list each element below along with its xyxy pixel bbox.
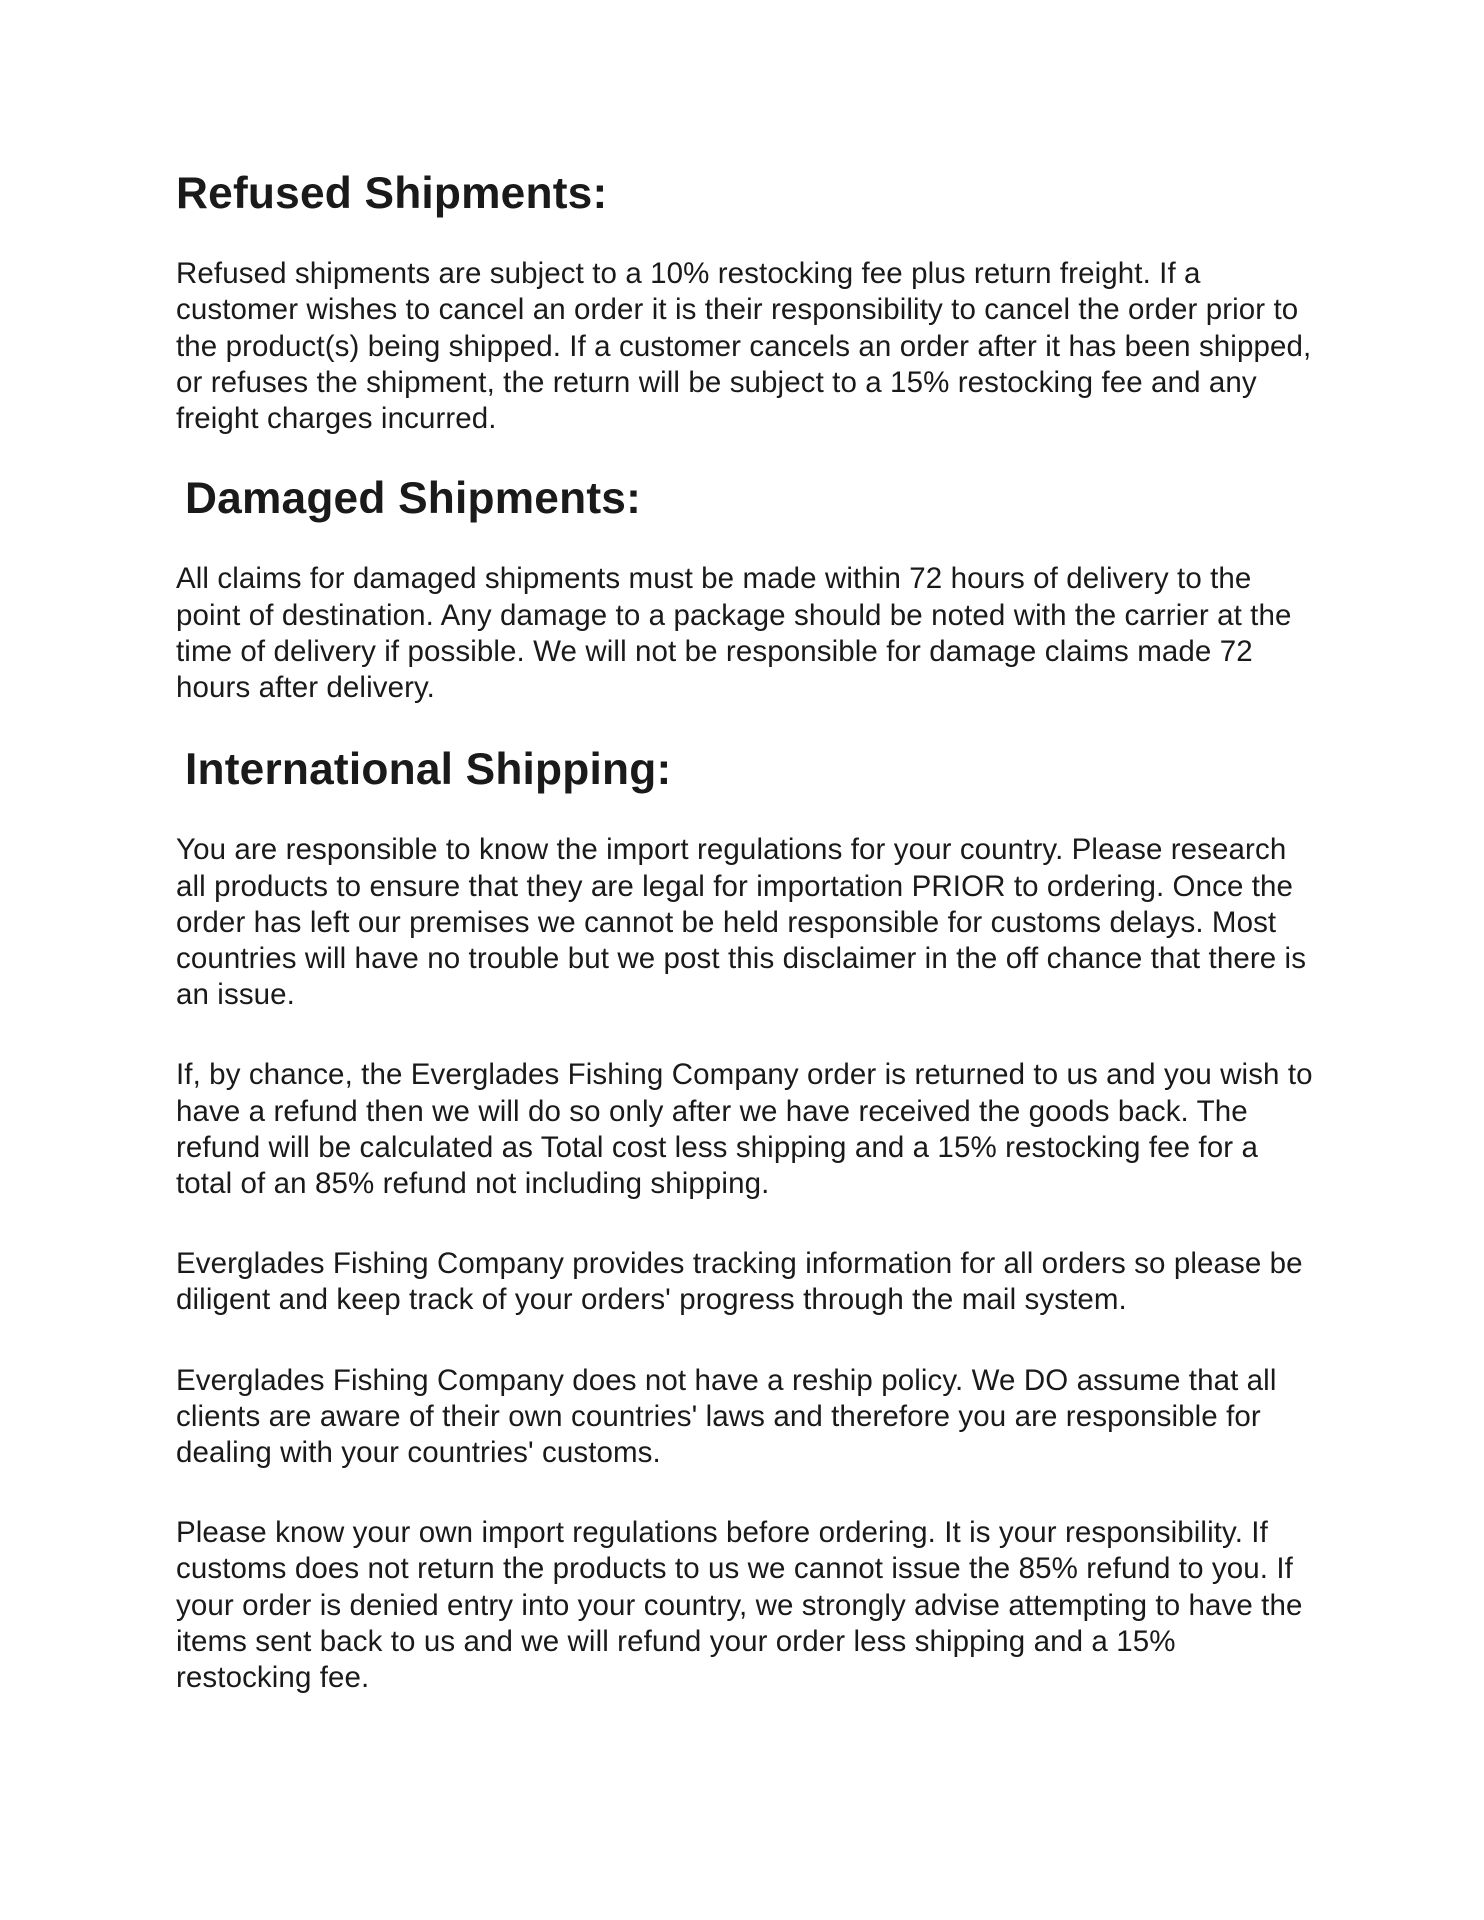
heading-refused-shipments: Refused Shipments: — [176, 169, 608, 218]
paragraph-damaged-shipments: All claims for damaged shipments must be made within 72 hours of delivery to the point of destination. Any damage to a package should be noted with the carrier at the time of delivery if possible. We will not be responsible for damage claims made 72 hours after delivery. — [176, 562, 1292, 705]
paragraph-refund-policy: If, by chance, the Everglades Fishing Company order is returned to us and you wish to have a refund then we will do so only after we have received the goods back. The refund will be calculated as Total cost less shipping and a 15% restocking fee for a total of an 85% refund not including shipping. — [176, 1058, 1313, 1201]
paragraph-import-regulations: You are responsible to know the import regulations for your country. Please research all products to ensure that they are legal for importation PRIOR to ordering. Once the order has left our premises we cannot be held responsible for customs delays. Most countries will have no trouble but we post this disclaimer in the off chance that there is an issue. — [176, 833, 1307, 1012]
document-body — [176, 169, 1318, 1696]
paragraph-reship-policy: Everglades Fishing Company does not have a reship policy. We DO assume that all clients are aware of their own countries' laws and therefore you are responsible for dealing with your countries' customs. — [176, 1363, 1277, 1470]
heading-international-shipping: International Shipping: — [185, 745, 672, 795]
paragraph-tracking-info: Everglades Fishing Company provides tracking information for all orders so please be diligent and keep track of your orders' progress through the mail system. — [176, 1247, 1303, 1317]
paragraph-refused-shipments: Refused shipments are subject to a 10% restocking fee plus return freight. If a customer wishes to cancel an order it is their responsibility to cancel the order prior to the product(s) being shipped. If a customer cancels an order after it has been shipped, or refuses the shipment, the return will be subject to a 15% restocking fee and any freight charges incurred. — [176, 257, 1312, 436]
heading-damaged-shipments: Damaged Shipments: — [185, 474, 642, 524]
paragraph-customs-responsibility: Please know your own import regulations before ordering. It is your responsibility. If customs does not return the products to us we cannot issue the 85% refund to you. If your order is denied entry into your country, we strongly advise attempting to have the items sent back to us and we will refund your order less shipping and a 15% restocking fee. — [176, 1516, 1303, 1695]
